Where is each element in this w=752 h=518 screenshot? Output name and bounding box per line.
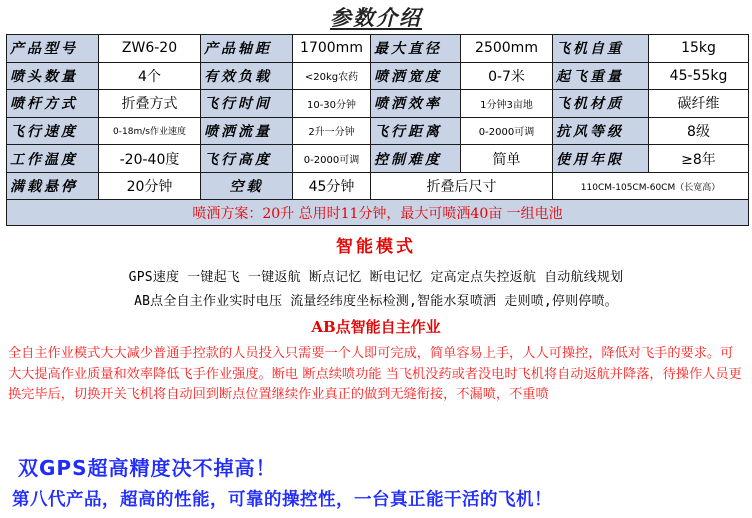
spec-label: 飞行速度 — [7, 117, 99, 145]
page-title: 参数介绍 — [330, 5, 422, 30]
spec-label: 使用年限 — [553, 145, 649, 173]
spec-value: 4个 — [99, 62, 201, 90]
spec-label: 有效负载 — [201, 62, 293, 90]
spec-label: 飞行距离 — [371, 117, 461, 145]
spec-row — [7, 117, 749, 145]
spec-value: 0-2000可调 — [461, 117, 553, 145]
spec-label: 飞行时间 — [201, 90, 293, 118]
spec-label: 喷洒宽度 — [371, 62, 461, 90]
spec-value: 1分钟3亩地 — [461, 90, 553, 118]
spec-value: 0-7米 — [461, 62, 553, 90]
spec-value: 45分钟 — [293, 172, 371, 200]
ab-mode-title: AB点智能自主作业 — [311, 318, 441, 336]
spec-label: 控制难度 — [371, 145, 461, 173]
spec-label: 喷洒效率 — [371, 90, 461, 118]
spec-label: 折叠后尺寸 — [371, 172, 553, 200]
spec-row — [7, 90, 749, 118]
spec-label: 工作温度 — [7, 145, 99, 173]
spec-value: 0-2000可调 — [293, 145, 371, 173]
spec-row — [7, 145, 749, 173]
spec-value: 45-55kg — [649, 62, 749, 90]
smart-mode-features-line1: GPS速度 一键起飞 一键返航 断点记忆 断电记忆 定高定点失控返航 自动航线规划 — [128, 270, 624, 285]
spec-label: 喷洒流量 — [201, 117, 293, 145]
slogan-line1: 双GPS超高精度决不掉高！ — [18, 456, 277, 480]
spec-value: 碳纤维 — [649, 90, 749, 118]
spec-value: 2500mm — [461, 35, 553, 63]
spec-table — [6, 34, 749, 226]
spec-label: 喷头数量 — [7, 62, 99, 90]
spec-value: 15kg — [649, 35, 749, 63]
spec-value: -20-40度 — [99, 145, 201, 173]
spec-label: 飞行高度 — [201, 145, 293, 173]
smart-mode-features-line2: AB点全自主作业实时电压 流量经纬度坐标检测,智能水泵喷洒 走则喷,停则停喷。 — [134, 294, 618, 309]
ab-mode-paragraph: 全自主作业模式大大减少普通手控款的人员投入只需要一个人即可完成，简单容易上手，人人可操控，降低对飞手的要求。可大大提高作业质量和效率降低飞手作业强度。断电 断点续喷功能 当飞机没药或者没电时飞机将自动返航并降落，待操作人员更换完毕后，切换开关飞机将自动回到断点位置继续作业真正的做到无缝衔接，不漏喷，不重喷 — [8, 346, 742, 402]
spec-value: 2升一分钟 — [293, 117, 371, 145]
spec-value: 简单 — [461, 145, 553, 173]
spec-value: ≥8年 — [649, 145, 749, 173]
spec-value: 1700mm — [293, 35, 371, 63]
spec-row — [7, 172, 749, 200]
spec-value: 折叠方式 — [99, 90, 201, 118]
spray-plan-row — [7, 200, 749, 226]
spec-value: 0-18m/s作业速度 — [99, 117, 201, 145]
spec-value: 110CM-105CM-60CM（长宽高） — [553, 172, 749, 200]
spec-value: 8级 — [649, 117, 749, 145]
spec-value: <20kg农药 — [293, 62, 371, 90]
spec-label: 喷杆方式 — [7, 90, 99, 118]
slogan-line2: 第八代产品，超高的性能，可靠的操控性，一台真正能干活的飞机！ — [12, 490, 552, 510]
spec-row — [7, 62, 749, 90]
spec-value: 10-30分钟 — [293, 90, 371, 118]
spec-value: 20分钟 — [99, 172, 201, 200]
spec-label: 产品轴距 — [201, 35, 293, 63]
spec-label: 起飞重量 — [553, 62, 649, 90]
spec-label: 最大直径 — [371, 35, 461, 63]
spray-plan: 喷洒方案：20升 总用时11分钟，最大可喷洒40亩 一组电池 — [7, 200, 749, 226]
spec-label: 飞机材质 — [553, 90, 649, 118]
smart-mode-title: 智能模式 — [336, 237, 416, 257]
spec-value: ZW6-20 — [99, 35, 201, 63]
spec-label: 满载悬停 — [7, 172, 99, 200]
spec-label: 空载 — [201, 172, 293, 200]
spec-label: 抗风等级 — [553, 117, 649, 145]
spec-label: 产品型号 — [7, 35, 99, 63]
spec-row — [7, 35, 749, 63]
spec-label: 飞机自重 — [553, 35, 649, 63]
